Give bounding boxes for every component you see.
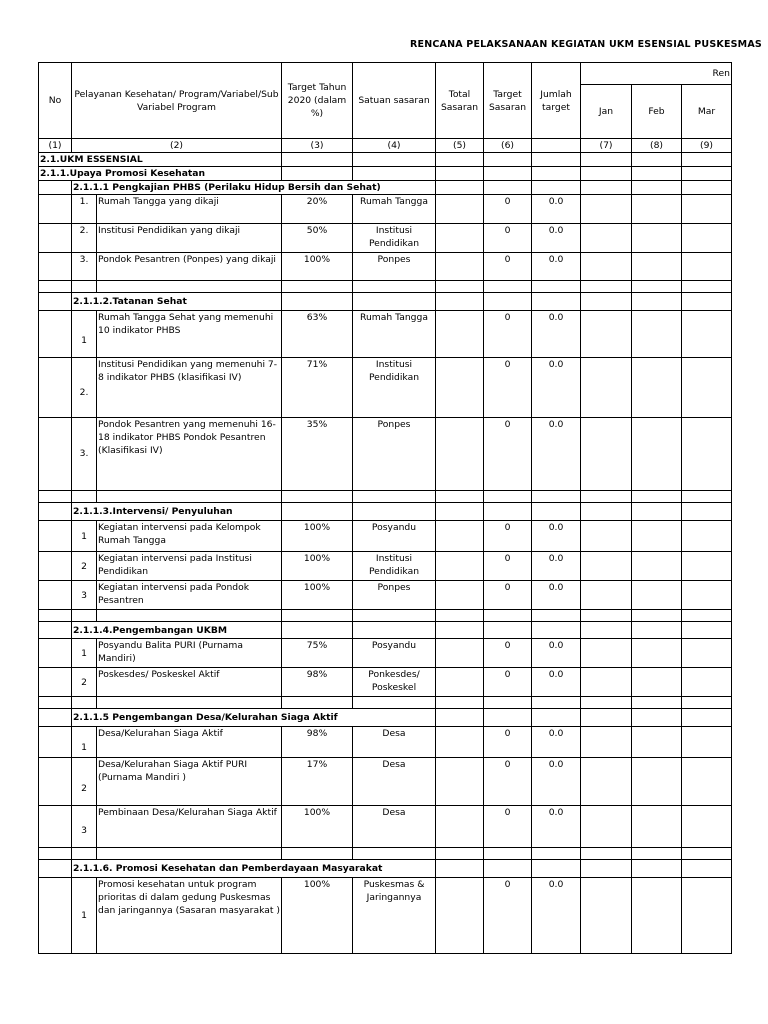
section-intervensi: 2.1.1.3.Intervensi/ Penyuluhan (72, 503, 282, 521)
header-no: No (39, 63, 72, 139)
header-month-mar: Mar (682, 85, 732, 139)
row-no: 3. (72, 253, 97, 281)
col-number: (8) (632, 139, 682, 153)
document-title: RENCANA PELAKSANAAN KEGIATAN UKM ESENSIAL PUSKESMAS (410, 39, 762, 50)
row-satuan: Puskesmas & Jaringannya (353, 878, 436, 954)
row-jumlah-target: 0.0 (532, 806, 581, 848)
row-no: 1 (72, 521, 97, 552)
plan-table (38, 62, 732, 954)
row-target-sasaran: 0 (484, 358, 532, 418)
row-target-sasaran: 0 (484, 727, 532, 758)
row-target-sasaran: 0 (484, 253, 532, 281)
table-row (39, 758, 732, 806)
row-satuan: Institusi Pendidikan (353, 358, 436, 418)
row-name: Poskesdes/ Poskeskel Aktif (97, 668, 282, 697)
row-satuan: Rumah Tangga (353, 195, 436, 224)
col-number: (2) (72, 139, 282, 153)
row-target-sasaran: 0 (484, 639, 532, 668)
section-ukbm: 2.1.1.4.Pengembangan UKBM (72, 622, 282, 639)
row-satuan: Institusi Pendidikan (353, 224, 436, 253)
row-target: 17% (282, 758, 353, 806)
row-satuan: Desa (353, 806, 436, 848)
row-target: 100% (282, 521, 353, 552)
row-jumlah-target: 0.0 (532, 758, 581, 806)
row-target: 35% (282, 418, 353, 491)
col-number: (9) (682, 139, 732, 153)
row-no: 2 (72, 552, 97, 581)
row-name: Institusi Pendidikan yang dikaji (97, 224, 282, 253)
table-row (39, 358, 732, 418)
col-number: (7) (581, 139, 632, 153)
header-rencana: Ren (581, 63, 732, 85)
header-satuan: Satuan sasaran (353, 63, 436, 139)
row-satuan: Desa (353, 758, 436, 806)
row-target: 98% (282, 668, 353, 697)
header-month-jan: Jan (581, 85, 632, 139)
row-no: 1 (72, 639, 97, 668)
row-satuan: Desa (353, 727, 436, 758)
table-row (39, 639, 732, 668)
row-target: 63% (282, 311, 353, 358)
section-promosi: 2.1.1.Upaya Promosi Kesehatan (39, 167, 282, 181)
row-no: 1 (72, 878, 97, 954)
row-target-sasaran: 0 (484, 668, 532, 697)
col-number: (6) (484, 139, 532, 153)
row-no: 2. (72, 224, 97, 253)
header-total-sasaran: Total Sasaran (436, 63, 484, 139)
row-target: 98% (282, 727, 353, 758)
table-row (39, 552, 732, 581)
row-satuan: Rumah Tangga (353, 311, 436, 358)
row-jumlah-target: 0.0 (532, 639, 581, 668)
row-target-sasaran: 0 (484, 758, 532, 806)
row-jumlah-target: 0.0 (532, 581, 581, 610)
row-jumlah-target: 0.0 (532, 253, 581, 281)
row-name: Rumah Tangga yang dikaji (97, 195, 282, 224)
row-target-sasaran: 0 (484, 195, 532, 224)
row-no: 1 (72, 727, 97, 758)
row-target-sasaran: 0 (484, 878, 532, 954)
row-target: 100% (282, 878, 353, 954)
row-jumlah-target: 0.0 (532, 552, 581, 581)
row-target-sasaran: 0 (484, 581, 532, 610)
row-jumlah-target: 0.0 (532, 878, 581, 954)
row-satuan: Ponpes (353, 581, 436, 610)
section-desa-siaga: 2.1.1.5 Pengembangan Desa/Kelurahan Siaga Aktif (72, 709, 436, 727)
table-row (39, 253, 732, 281)
row-name: Desa/Kelurahan Siaga Aktif PURI (Purnama Mandiri ) (97, 758, 282, 806)
row-jumlah-target: 0.0 (532, 358, 581, 418)
table-row (39, 224, 732, 253)
row-jumlah-target: 0.0 (532, 195, 581, 224)
row-no: 2. (72, 358, 97, 418)
row-no: 3 (72, 581, 97, 610)
row-target: 100% (282, 552, 353, 581)
row-target-sasaran: 0 (484, 552, 532, 581)
row-name: Desa/Kelurahan Siaga Aktif (97, 727, 282, 758)
row-jumlah-target: 0.0 (532, 521, 581, 552)
table-row (39, 668, 732, 697)
row-name: Pembinaan Desa/Kelurahan Siaga Aktif (97, 806, 282, 848)
table-row (39, 806, 732, 848)
row-jumlah-target: 0.0 (532, 727, 581, 758)
header-target-sasaran: Target Sasaran (484, 63, 532, 139)
row-satuan: Ponpes (353, 418, 436, 491)
row-satuan: Institusi Pendidikan (353, 552, 436, 581)
col-number: (5) (436, 139, 484, 153)
row-target: 71% (282, 358, 353, 418)
table-row (39, 878, 732, 954)
row-satuan: Posyandu (353, 639, 436, 668)
row-name: Pondok Pesantren (Ponpes) yang dikaji (97, 253, 282, 281)
row-satuan: Posyandu (353, 521, 436, 552)
header-jumlah-target: Jumlah target (532, 63, 581, 139)
spreadsheet (38, 62, 732, 954)
row-target: 50% (282, 224, 353, 253)
table-row (39, 311, 732, 358)
section-pengkajian-phbs: 2.1.1.1 Pengkajian PHBS (Perilaku Hidup Bersih dan Sehat) (72, 181, 436, 195)
section-promosi-pemberdayaan: 2.1.1.6. Promosi Kesehatan dan Pemberdayaan Masyarakat (72, 860, 436, 878)
row-no: 1 (72, 311, 97, 358)
row-jumlah-target: 0.0 (532, 224, 581, 253)
col-number: (3) (282, 139, 353, 153)
row-satuan: Ponkesdes/ Poskeskel (353, 668, 436, 697)
row-target-sasaran: 0 (484, 521, 532, 552)
row-target: 75% (282, 639, 353, 668)
table-row (39, 195, 732, 224)
row-name: Kegiatan intervensi pada Kelompok Rumah Tangga (97, 521, 282, 552)
row-target: 100% (282, 581, 353, 610)
header-pelayanan: Pelayanan Kesehatan/ Program/Variabel/Sub Variabel Program (72, 63, 282, 139)
header-target-tahun: Target Tahun 2020 (dalam %) (282, 63, 353, 139)
row-name: Pondok Pesantren yang memenuhi 16-18 indikator PHBS Pondok Pesantren (Klasifikasi IV) (97, 418, 282, 491)
row-jumlah-target: 0.0 (532, 418, 581, 491)
row-target: 100% (282, 253, 353, 281)
row-name: Posyandu Balita PURI (Purnama Mandiri) (97, 639, 282, 668)
row-target-sasaran: 0 (484, 224, 532, 253)
row-target: 100% (282, 806, 353, 848)
row-name: Promosi kesehatan untuk program prioritas di dalam gedung Puskesmas dan jaringannya (Sasaran masyarakat ) (97, 878, 282, 954)
col-number: (1) (39, 139, 72, 153)
row-target: 20% (282, 195, 353, 224)
row-target-sasaran: 0 (484, 311, 532, 358)
row-no: 2 (72, 668, 97, 697)
col-number (532, 139, 581, 153)
row-name: Kegiatan intervensi pada Pondok Pesantren (97, 581, 282, 610)
header-month-feb: Feb (632, 85, 682, 139)
row-jumlah-target: 0.0 (532, 668, 581, 697)
row-name: Institusi Pendidikan yang memenuhi 7-8 indikator PHBS (klasifikasi IV) (97, 358, 282, 418)
row-jumlah-target: 0.0 (532, 311, 581, 358)
table-row (39, 727, 732, 758)
section-tatanan-sehat: 2.1.1.2.Tatanan Sehat (72, 293, 282, 311)
table-row (39, 581, 732, 610)
row-no: 3. (72, 418, 97, 491)
row-satuan: Ponpes (353, 253, 436, 281)
row-no: 2 (72, 758, 97, 806)
table-row (39, 521, 732, 552)
section-ukm: 2.1.UKM ESSENSIAL (39, 153, 282, 167)
row-target-sasaran: 0 (484, 418, 532, 491)
row-no: 3 (72, 806, 97, 848)
col-number: (4) (353, 139, 436, 153)
row-name: Kegiatan intervensi pada Institusi Pendidikan (97, 552, 282, 581)
row-no: 1. (72, 195, 97, 224)
row-name: Rumah Tangga Sehat yang memenuhi 10 indikator PHBS (97, 311, 282, 358)
row-target-sasaran: 0 (484, 806, 532, 848)
table-row (39, 418, 732, 491)
